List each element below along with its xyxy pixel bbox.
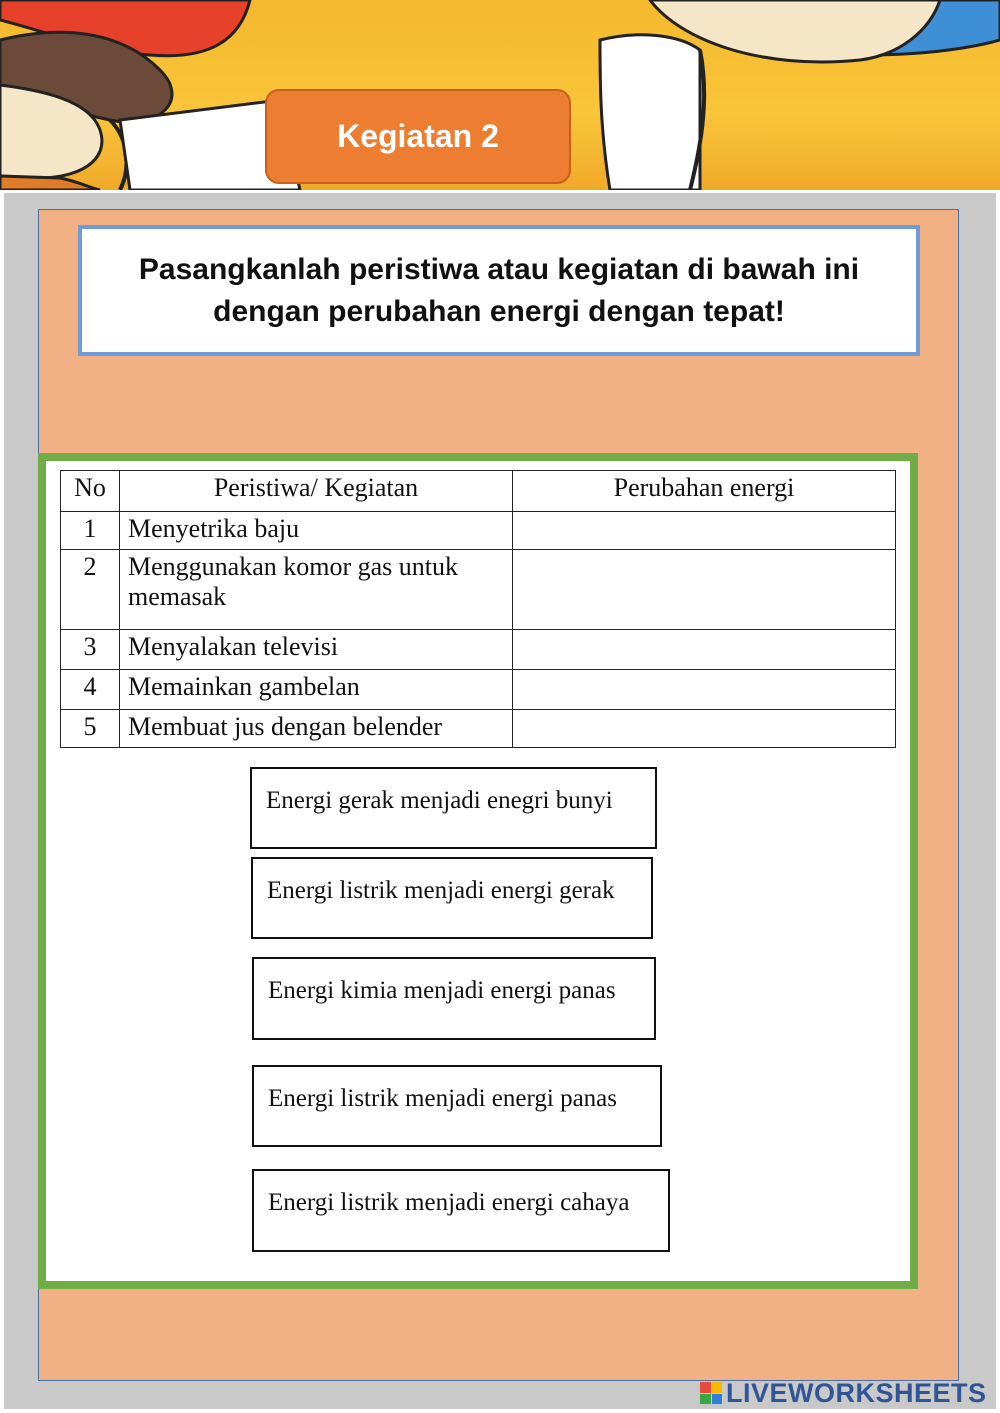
row-number: 5 [61,710,120,748]
draggable-option-electric-motion[interactable]: Energi listrik menjadi energi gerak [251,857,653,939]
draggable-option-electric-heat[interactable]: Energi listrik menjadi energi panas [252,1065,662,1147]
answer-drop-zone[interactable] [513,630,896,670]
table-row [61,630,896,670]
watermark-text: LIVEWORKSHEETS [726,1377,987,1408]
row-number: 2 [61,550,120,630]
column-header-energy-change: Perubahan energi [513,471,896,512]
column-header-no: No [61,471,120,512]
draggable-option-electric-light[interactable]: Energi listrik menjadi energi cahaya [252,1169,670,1252]
answer-drop-zone[interactable] [513,670,896,710]
row-number: 1 [61,512,120,550]
table-row [61,512,896,550]
energy-table [60,470,896,748]
event-cell: Memainkan gambelan [120,670,513,710]
activity-title: Kegiatan 2 [265,89,571,184]
event-cell: Menggunakan komor gas untuk memasak [120,550,513,630]
liveworksheets-logo-icon [700,1382,722,1404]
header-banner [0,0,1000,190]
event-cell: Menyetrika baju [120,512,513,550]
row-number: 3 [61,630,120,670]
table-row [61,670,896,710]
table-row [61,550,896,630]
draggable-option-chemical-heat[interactable]: Energi kimia menjadi energi panas [252,957,656,1040]
event-cell: Membuat jus dengan belender [120,710,513,748]
instruction-box [78,225,920,356]
answer-drop-zone[interactable] [513,710,896,748]
draggable-option-sound[interactable]: Energi gerak menjadi enegri bunyi [250,767,657,849]
row-number: 4 [61,670,120,710]
liveworksheets-watermark[interactable] [700,1378,987,1408]
column-header-event: Peristiwa/ Kegiatan [120,471,513,512]
event-cell: Menyalakan televisi [120,630,513,670]
table-header-row [61,471,896,512]
instruction-text: Pasangkanlah peristiwa atau kegiatan di bawah ini dengan perubahan energi dengan tepat! [138,252,860,328]
answer-drop-zone[interactable] [513,550,896,630]
answer-drop-zone[interactable] [513,512,896,550]
table-row [61,710,896,748]
